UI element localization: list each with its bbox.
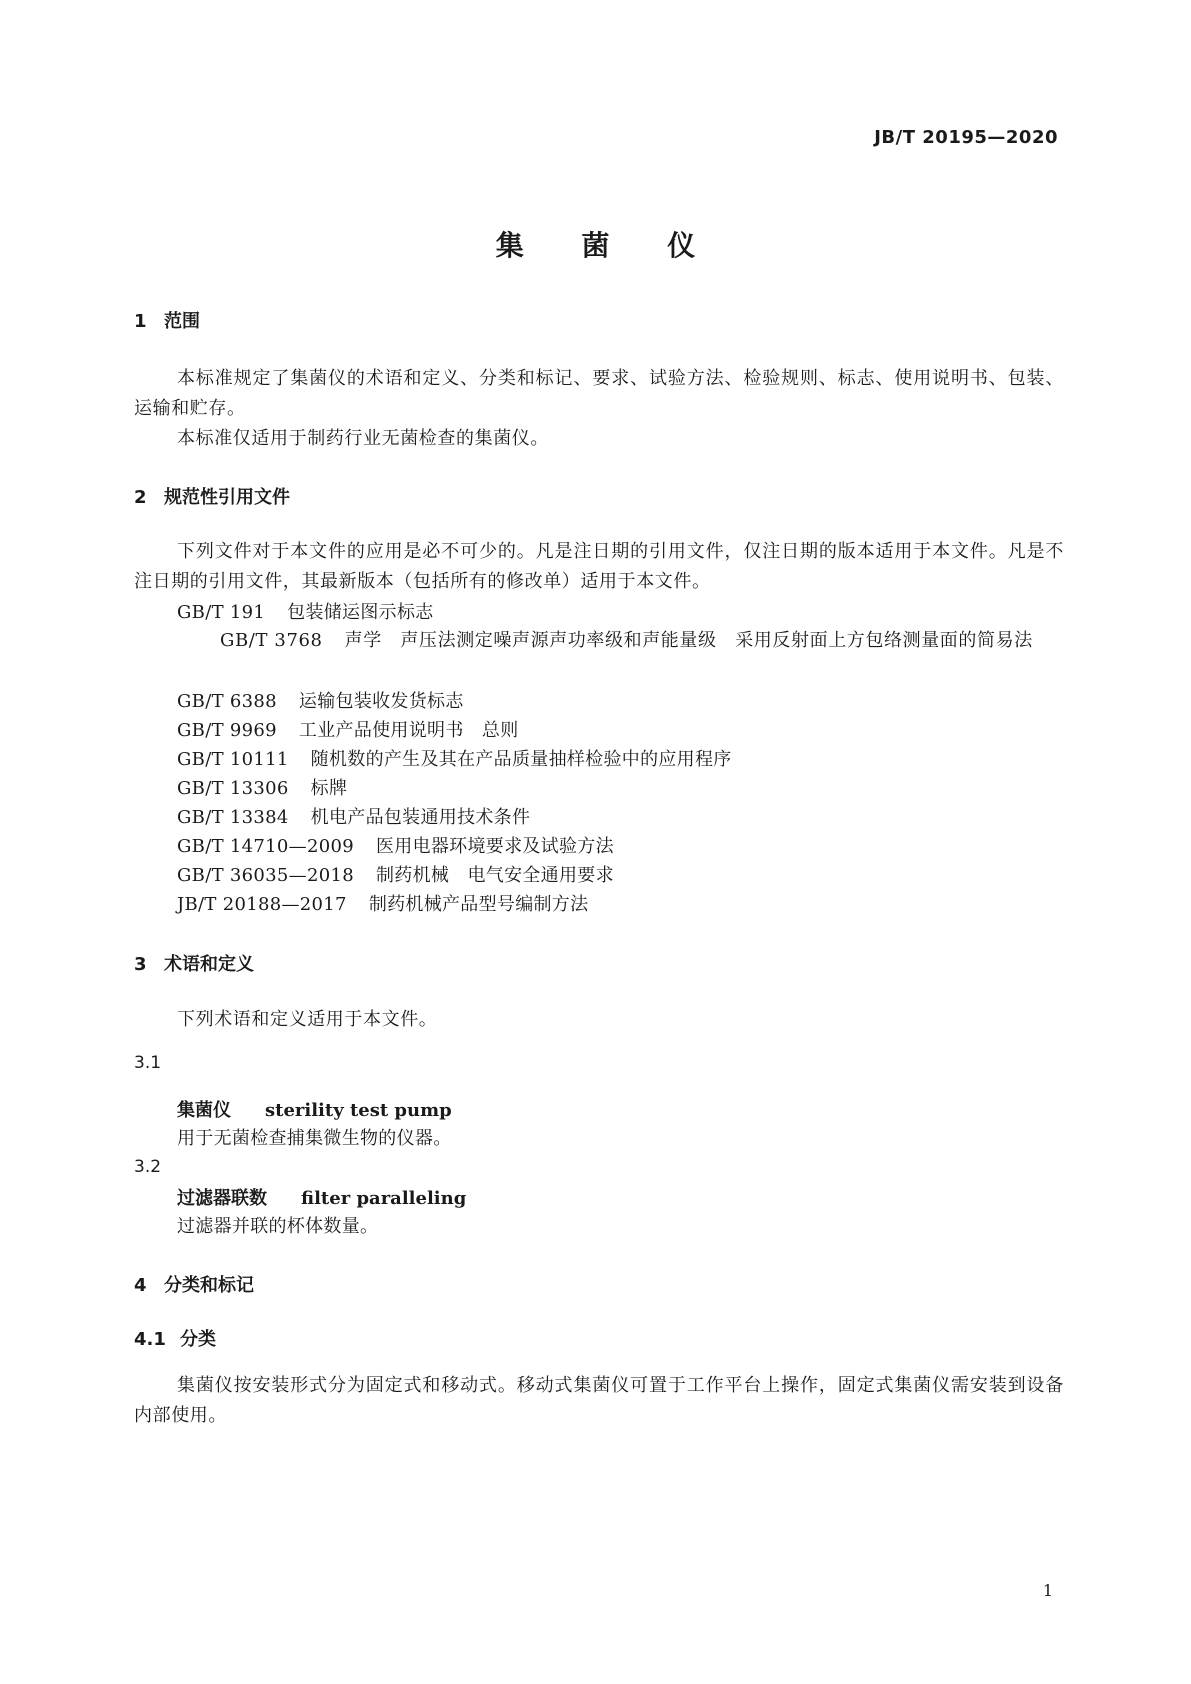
paragraph: 下列文件对于本文件的应用是必不可少的。凡是注日期的引用文件，仅注日期的版本适用于本文件。凡是不注日期的引用文件，其最新版本（包括所有的修改单）适用于本文件。 xyxy=(134,541,1064,592)
term-en: filter paralleling xyxy=(301,1188,467,1209)
section-number: 4 xyxy=(134,1275,147,1296)
section-number: 3 xyxy=(134,954,147,975)
reference-code: GB/T 14710—2009 xyxy=(177,836,354,857)
paragraph: 本标准规定了集菌仪的术语和定义、分类和标记、要求、试验方法、检验规则、标志、使用说明书、包装、运输和贮存。 xyxy=(134,368,1064,419)
reference-code: GB/T 3768 xyxy=(220,630,323,651)
term-zh: 过滤器联数 xyxy=(177,1188,267,1209)
reference-item xyxy=(177,832,614,858)
term-zh: 集菌仪 xyxy=(177,1100,231,1121)
section-3-heading xyxy=(134,950,254,976)
section-title: 范围 xyxy=(164,311,200,332)
reference-code: GB/T 6388 xyxy=(177,691,277,712)
section-2-heading xyxy=(134,483,290,509)
section-title: 术语和定义 xyxy=(164,954,254,975)
reference-title: 制药机械 电气安全通用要求 xyxy=(375,865,614,886)
term-number: 3.1 xyxy=(134,1053,162,1073)
term-entry xyxy=(177,1184,466,1210)
term-entry xyxy=(177,1096,452,1122)
document-title: 集 菌 仪 xyxy=(495,229,720,262)
reference-item xyxy=(177,716,519,742)
paragraph: 下列术语和定义适用于本文件。 xyxy=(177,1009,438,1030)
reference-title: 声学 声压法测定噪声源声功率级和声能量级 采用反射面上方包络测量面的简易法 xyxy=(344,630,1033,651)
reference-code: GB/T 9969 xyxy=(177,720,277,741)
reference-item xyxy=(177,861,614,887)
reference-item xyxy=(177,687,464,713)
reference-item xyxy=(134,626,1064,656)
standard-number: JB/T 20195—2020 xyxy=(874,127,1058,148)
reference-code: GB/T 13384 xyxy=(177,807,289,828)
reference-item xyxy=(177,803,530,829)
reference-title: 医用电器环境要求及试验方法 xyxy=(375,836,614,857)
reference-item xyxy=(177,598,434,624)
reference-code: JB/T 20188—2017 xyxy=(177,894,347,915)
reference-item xyxy=(177,774,347,800)
section-4-heading xyxy=(134,1271,254,1297)
reference-code: GB/T 191 xyxy=(177,602,266,623)
reference-code: GB/T 36035—2018 xyxy=(177,865,354,886)
page-number: 1 xyxy=(1042,1581,1053,1600)
reference-item xyxy=(177,745,732,771)
reference-title: 包装储运图示标志 xyxy=(287,602,434,623)
reference-title: 制药机械产品型号编制方法 xyxy=(368,894,589,915)
subsection-4-1-heading xyxy=(134,1325,216,1351)
reference-item xyxy=(177,890,588,916)
section-number: 2 xyxy=(134,487,147,508)
subsection-title: 分类 xyxy=(180,1329,216,1350)
term-en: sterility test pump xyxy=(265,1100,452,1121)
paragraph: 本标准仅适用于制药行业无菌检查的集菌仪。 xyxy=(177,428,549,449)
reference-code: GB/T 13306 xyxy=(177,778,289,799)
section-title: 分类和标记 xyxy=(164,1275,254,1296)
reference-code: GB/T 10111 xyxy=(177,749,289,770)
term-definition: 过滤器并联的杯体数量。 xyxy=(177,1216,379,1237)
reference-title: 机电产品包装通用技术条件 xyxy=(310,807,531,828)
reference-title: 标牌 xyxy=(310,778,348,799)
reference-title: 工业产品使用说明书 总则 xyxy=(298,720,519,741)
section-title: 规范性引用文件 xyxy=(164,487,290,508)
reference-title: 随机数的产生及其在产品质量抽样检验中的应用程序 xyxy=(310,749,732,770)
paragraph: 集菌仪按安装形式分为固定式和移动式。移动式集菌仪可置于工作平台上操作，固定式集菌仪需安装到设备内部使用。 xyxy=(134,1375,1064,1426)
section-1-heading xyxy=(134,307,200,333)
reference-title: 运输包装收发货标志 xyxy=(298,691,464,712)
section-number: 1 xyxy=(134,311,147,332)
subsection-number: 4.1 xyxy=(134,1329,166,1350)
term-definition: 用于无菌检查捕集微生物的仪器。 xyxy=(177,1128,452,1149)
term-number: 3.2 xyxy=(134,1157,162,1177)
